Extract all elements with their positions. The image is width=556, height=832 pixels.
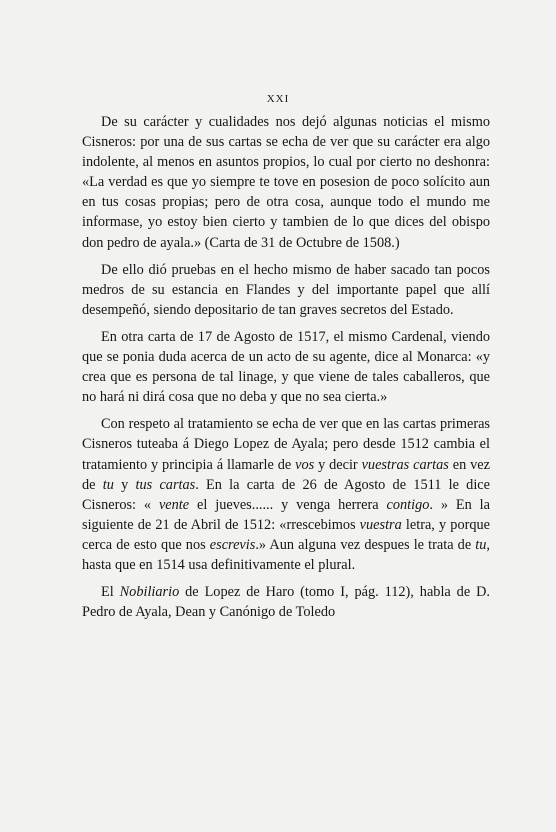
italic-text: Nobiliario	[119, 584, 180, 601]
text-run: y decir	[314, 456, 362, 473]
text-run: .» Aun alguna vez despues le trata de	[255, 536, 476, 553]
italic-text: escrevis	[209, 536, 256, 553]
text-run: . » En la siguiente de 21 de Abril de 1512: «rrescebimos	[82, 496, 490, 533]
italic-text: vuestra	[359, 516, 402, 533]
paragraph	[82, 582, 490, 622]
italic-text: tus cartas	[135, 476, 196, 493]
page-number: XXI	[266, 93, 290, 105]
text-run: en vez de	[82, 456, 490, 493]
text-run: y	[113, 476, 136, 493]
paragraph	[82, 327, 490, 407]
italic-text: tu	[102, 476, 114, 493]
italic-text: contigo	[386, 496, 430, 513]
body-text	[82, 112, 490, 622]
italic-text: tu	[475, 536, 487, 553]
text-run: de Lopez de Haro (tomo I, pág. 112), habla de D. Pedro de Ayala, Dean y Canónigo de Toledo	[82, 584, 490, 621]
text-run: El	[101, 584, 120, 601]
text-run: letra, y porque cerca de esto que nos	[82, 516, 490, 553]
paragraph	[82, 260, 490, 320]
text-run: En otra carta de 17 de Agosto de 1517, el mismo Cardenal, viendo que se ponia duda acerca de un acto de su agente, dice al Monarca: «y crea que es persona de tal linage, y que viene de tales caballeros, que no hará ni dirá cosa que no deba y que no sea cierta.»	[82, 328, 490, 406]
text-run: el jueves...... y venga herrera	[189, 496, 387, 513]
italic-text: vuestras cartas	[361, 456, 449, 473]
text-run: . En la carta de 26 de Agosto de 1511 le dice Cisneros: «	[82, 476, 490, 513]
paragraph	[82, 414, 490, 575]
text-run: Con respeto al tratamiento se echa de ver que en las cartas primeras Cisneros tuteaba á Diego Lopez de Ayala; pero desde 1512 cambia el tratamiento y principia á llamarle de	[82, 416, 490, 473]
text-run: De su carácter y cualidades nos dejó algunas noticias el mismo Cisneros: por una de sus cartas se echa de ver que su carácter era algo indolente, al menos en asuntos propios, lo cual por cierto no deshonra: «La verdad es que yo siempre te tove en posesion de poco solícito aun en tus cosas propias; pero de otra cosa, aunque todo el mundo me informase, yo estoy bien cierto y tambien de lo que dices del obispo don pedro de ayala.» (Carta de 31 de Octubre de 1508.)	[82, 114, 490, 251]
italic-text: vos	[295, 456, 315, 473]
paragraph	[82, 112, 490, 253]
italic-text: vente	[158, 496, 190, 513]
text-run: , hasta que en 1514 usa definitivamente el plural.	[82, 536, 490, 573]
text-run: De ello dió pruebas en el hecho mismo de haber sacado tan pocos medros de su estancia en Flandes y del importante papel que allí desempeñó, siendo depositario de tan graves secretos del Estado.	[82, 261, 490, 318]
